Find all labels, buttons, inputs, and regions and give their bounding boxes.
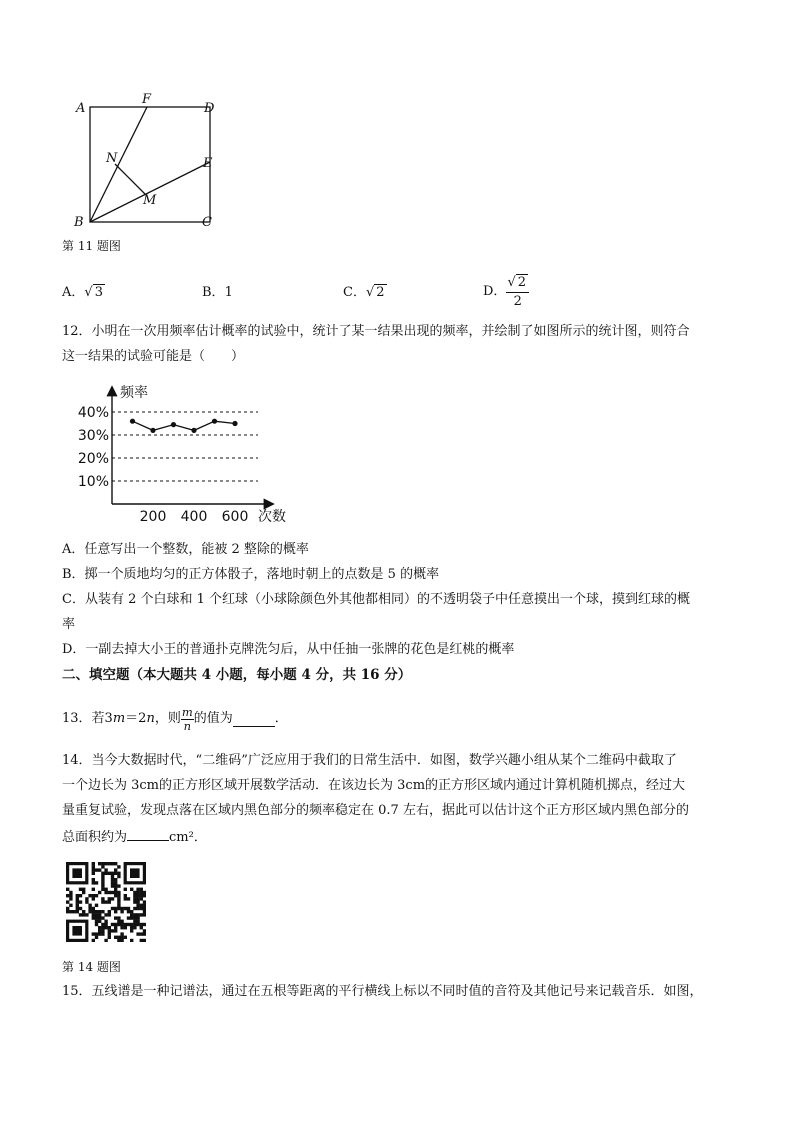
qr-module	[92, 916, 95, 919]
qr-module	[104, 939, 107, 942]
qr-module	[66, 894, 69, 897]
qr-module	[85, 913, 88, 916]
qr-module	[111, 897, 114, 900]
qr-module	[98, 891, 101, 894]
figure-14-caption: 第 14 题图	[62, 960, 121, 974]
qr-module	[143, 910, 146, 913]
data-point	[191, 428, 196, 433]
label-b: B	[74, 215, 84, 230]
qr-module	[117, 904, 120, 907]
qr-module	[136, 923, 139, 926]
q12-stem-line1: 12．小明在一次用频率估计概率的试验中，统计了某一结果出现的频率，并绘制了如图所示的统计图，则符合	[62, 324, 690, 339]
label-n: N	[106, 151, 118, 166]
qr-module	[98, 920, 101, 923]
qr-module	[66, 888, 69, 891]
qr-module	[101, 881, 104, 884]
q14-line2: 一个边长为 3cm的正方形区域开展数学活动．在该边长为 3cm的正方形区域内通过计算机随机掷点，经过大	[62, 778, 686, 793]
qr-module	[114, 926, 117, 929]
qr-module	[140, 888, 143, 891]
qr-module	[98, 910, 101, 913]
qr-module	[133, 916, 136, 919]
qr-module	[101, 932, 104, 935]
figure-11-square-diagram	[70, 92, 230, 232]
label-c: C	[202, 215, 212, 230]
qr-module	[143, 929, 146, 932]
segment-be	[90, 162, 210, 222]
label-d: D	[204, 101, 215, 116]
qr-module	[76, 894, 79, 897]
q14-line3: 量重复试验，发现点落在区域内黑色部分的频率稳定在 0.7 左右，据此可以估计这个正方形区域内黑色部分的	[62, 803, 689, 818]
qr-module	[92, 897, 95, 900]
q12-option-c-line1: C．从装有 2 个白球和 1 个红球（小球除颜色外其他都相同）的不透明袋子中任意摸出一个球，摸到红球的概	[62, 592, 691, 607]
qr-module	[82, 910, 85, 913]
qr-module	[66, 907, 69, 910]
qr-module	[120, 939, 123, 942]
y-tick-label: 40%	[77, 405, 109, 421]
q11-option-d: D． $\frac{√ 2}{2}$	[483, 270, 529, 314]
qr-module	[98, 926, 101, 929]
qr-module	[140, 923, 143, 926]
qr-module	[82, 891, 85, 894]
qr-module	[108, 891, 111, 894]
qr-module	[136, 913, 139, 916]
data-point	[212, 419, 217, 424]
data-point	[232, 421, 237, 426]
qr-module	[124, 926, 127, 929]
qr-module	[117, 907, 120, 910]
qr-module	[95, 936, 98, 939]
qr-module	[114, 868, 117, 871]
qr-module	[114, 894, 117, 897]
qr-module	[133, 926, 136, 929]
qr-module	[136, 907, 139, 910]
qr-module	[101, 897, 104, 900]
qr-module	[79, 907, 82, 910]
q12-option-a: A．任意写出一个整数，能被 2 整除的概率	[62, 542, 309, 557]
qr-module	[95, 894, 98, 897]
qr-module	[82, 888, 85, 891]
qr-module	[95, 868, 98, 871]
qr-module	[108, 862, 111, 865]
qr-module	[108, 932, 111, 935]
qr-module	[101, 862, 104, 865]
qr-module	[143, 939, 146, 942]
qr-module	[133, 891, 136, 894]
qr-module	[120, 936, 123, 939]
qr-module	[101, 878, 104, 881]
qr-module	[114, 862, 117, 865]
qr-module	[143, 932, 146, 935]
qr-module	[98, 862, 101, 865]
label-a: A	[76, 101, 86, 116]
y-tick-label: 20%	[77, 451, 109, 467]
segment-bf	[90, 107, 147, 222]
qr-module	[108, 872, 111, 875]
qr-module	[69, 904, 72, 907]
qr-module	[130, 913, 133, 916]
qr-module	[114, 929, 117, 932]
label-f: F	[142, 92, 152, 107]
qr-module	[101, 900, 104, 903]
qr-module	[92, 865, 95, 868]
qr-module	[76, 907, 79, 910]
qr-module	[117, 891, 120, 894]
qr-module	[88, 907, 91, 910]
qr-module	[98, 916, 101, 919]
qr-module	[133, 923, 136, 926]
qr-module	[124, 894, 127, 897]
qr-module	[88, 904, 91, 907]
qr-module	[120, 923, 123, 926]
qr-module	[117, 897, 120, 900]
qr-module	[88, 910, 91, 913]
data-point	[150, 428, 155, 433]
qr-module	[120, 926, 123, 929]
qr-module	[111, 907, 114, 910]
qr-module	[117, 884, 120, 887]
qr-module	[95, 932, 98, 935]
frequency-line-chart	[66, 380, 306, 526]
qr-module	[111, 923, 114, 926]
qr-module	[101, 910, 104, 913]
qr-module	[136, 920, 139, 923]
qr-module	[117, 936, 120, 939]
q13-answer-blank[interactable]	[233, 712, 275, 727]
qr-module	[133, 894, 136, 897]
qr-module	[140, 932, 143, 935]
qr-module	[143, 891, 146, 894]
q12-stem-line2: 这一结果的试验可能是（ ）	[62, 349, 245, 364]
qr-module	[101, 929, 104, 932]
qr-module	[130, 926, 133, 929]
qr-module	[120, 907, 123, 910]
qr-module	[117, 916, 120, 919]
qr-module	[140, 926, 143, 929]
section-2-heading: 二、填空题（本大题共 4 小题，每小题 4 分，共 16 分）	[62, 667, 412, 683]
qr-module	[108, 900, 111, 903]
qr-module	[130, 916, 133, 919]
qr-module	[98, 913, 101, 916]
qr-module	[76, 900, 79, 903]
qr-module	[104, 862, 107, 865]
qr-module	[124, 907, 127, 910]
qr-module	[92, 939, 95, 942]
qr-module	[133, 913, 136, 916]
qr-module	[117, 865, 120, 868]
qr-module	[92, 872, 95, 875]
qr-module	[72, 910, 75, 913]
qr-module	[108, 913, 111, 916]
qr-module	[85, 897, 88, 900]
qr-module	[79, 888, 82, 891]
qr-module	[133, 920, 136, 923]
qr-module	[143, 913, 146, 916]
qr-module	[117, 872, 120, 875]
q12-option-b: B．掷一个质地均匀的正方体骰子，落地时朝上的点数是 5 的概率	[62, 567, 440, 582]
qr-module	[76, 897, 79, 900]
qr-module	[95, 916, 98, 919]
label-m: M	[143, 193, 157, 208]
qr-module	[69, 897, 72, 900]
qr-module	[101, 875, 104, 878]
qr-module	[120, 920, 123, 923]
qr-module	[117, 900, 120, 903]
qr-module	[108, 910, 111, 913]
x-tick-label: 200	[139, 509, 167, 525]
qr-module	[104, 920, 107, 923]
qr-module	[98, 932, 101, 935]
qr-module	[114, 878, 117, 881]
qr-module	[124, 936, 127, 939]
qr-module	[136, 932, 139, 935]
qr-module	[92, 913, 95, 916]
qr-module	[143, 907, 146, 910]
qr-module	[130, 923, 133, 926]
q11-option-b: B．1	[202, 285, 233, 300]
qr-module	[95, 910, 98, 913]
q12-option-d: D．一副去掉大小王的普通扑克牌洗匀后，从中任抽一张牌的花色是红桃的概率	[62, 642, 515, 657]
qr-module	[92, 907, 95, 910]
qr-module	[120, 910, 123, 913]
qr-module	[136, 891, 139, 894]
qr-module	[127, 916, 130, 919]
qr-module	[69, 894, 72, 897]
qr-module	[95, 881, 98, 884]
qr-module	[140, 891, 143, 894]
qr-module	[136, 888, 139, 891]
figure-11-caption: 第 11 题图	[62, 239, 121, 253]
qr-module	[143, 904, 146, 907]
qr-module	[127, 910, 130, 913]
qr-module	[104, 872, 107, 875]
qr-module	[104, 868, 107, 871]
qr-module	[101, 865, 104, 868]
qr-module	[111, 878, 114, 881]
qr-module	[136, 900, 139, 903]
qr-module	[69, 910, 72, 913]
qr-module	[76, 904, 79, 907]
qr-module	[140, 904, 143, 907]
qr-module	[66, 900, 69, 903]
qr-module	[133, 897, 136, 900]
qr-module	[92, 888, 95, 891]
qr-module	[92, 932, 95, 935]
qr-module	[114, 910, 117, 913]
y-tick-label: 10%	[77, 474, 109, 490]
qr-module	[79, 900, 82, 903]
x-tick-label: 400	[180, 509, 208, 525]
qr-module	[111, 884, 114, 887]
qr-module	[130, 939, 133, 942]
qr-module	[101, 888, 104, 891]
qr-module	[136, 894, 139, 897]
qr-module	[76, 910, 79, 913]
qr-module	[136, 904, 139, 907]
qr-module	[104, 900, 107, 903]
qr-module	[98, 868, 101, 871]
qr-module	[127, 923, 130, 926]
qr-module	[111, 929, 114, 932]
qr-module	[114, 891, 117, 894]
qr-module	[140, 897, 143, 900]
x-axis-title: 次数	[258, 509, 286, 525]
qr-module	[108, 936, 111, 939]
qr-module	[133, 900, 136, 903]
qr-module	[140, 939, 143, 942]
qr-module	[124, 897, 127, 900]
qr-module	[79, 894, 82, 897]
qr-module	[114, 923, 117, 926]
q15-line1: 15．五线谱是一种记谱法，通过在五根等距离的平行横线上标以不同时值的音符及其他记号来记载音乐．如图，	[62, 984, 703, 999]
q11-option-a: A．√ 3	[62, 285, 103, 300]
qr-module	[111, 875, 114, 878]
qr-module	[117, 894, 120, 897]
qr-module	[66, 910, 69, 913]
qr-module	[136, 897, 139, 900]
qr-module	[127, 897, 130, 900]
qr-module	[95, 920, 98, 923]
qr-module	[140, 894, 143, 897]
qr-module	[120, 932, 123, 935]
qr-module	[140, 907, 143, 910]
segment-nm	[115, 164, 145, 194]
qr-module	[124, 923, 127, 926]
qr-module	[101, 916, 104, 919]
x-tick-label: 600	[221, 509, 249, 525]
y-tick-label: 30%	[77, 428, 109, 444]
qr-module	[117, 875, 120, 878]
label-e: E	[203, 156, 213, 171]
qr-module	[114, 936, 117, 939]
qr-module	[98, 929, 101, 932]
qr-module	[114, 881, 117, 884]
qr-module	[114, 888, 117, 891]
q14-line1: 14．当今大数据时代，“二维码”广泛应用于我们的日常生活中．如图，数学兴趣小组从某个二维码中截取了	[62, 753, 677, 768]
qr-module	[101, 872, 104, 875]
qr-module	[114, 884, 117, 887]
q12-option-c-line2: 率	[62, 617, 76, 632]
qr-module	[114, 872, 117, 875]
qr-module	[101, 926, 104, 929]
qr-module	[111, 872, 114, 875]
qr-module	[108, 897, 111, 900]
qr-module	[111, 891, 114, 894]
qr-code-image	[66, 862, 146, 942]
qr-module	[127, 907, 130, 910]
qr-module	[104, 891, 107, 894]
qr-module	[95, 913, 98, 916]
data-point	[171, 422, 176, 427]
qr-module	[143, 923, 146, 926]
data-point	[130, 419, 135, 424]
qr-module	[101, 923, 104, 926]
qr-module	[143, 894, 146, 897]
qr-module	[92, 862, 95, 865]
qr-module	[85, 900, 88, 903]
qr-module	[111, 862, 114, 865]
qr-module	[104, 888, 107, 891]
qr-module	[124, 888, 127, 891]
qr-module	[143, 900, 146, 903]
qr-module	[79, 913, 82, 916]
qr-module	[130, 929, 133, 932]
qr-module	[111, 881, 114, 884]
qr-module	[130, 910, 133, 913]
qr-module	[92, 878, 95, 881]
qr-module	[136, 916, 139, 919]
qr-module	[92, 910, 95, 913]
qr-module	[114, 907, 117, 910]
qr-module	[133, 907, 136, 910]
qr-module	[82, 913, 85, 916]
qr-module	[104, 926, 107, 929]
qr-module	[92, 881, 95, 884]
qr-module	[117, 939, 120, 942]
qr-module	[117, 923, 120, 926]
qr-module	[104, 913, 107, 916]
qr-module	[92, 868, 95, 871]
qr-module	[130, 888, 133, 891]
qr-module	[108, 929, 111, 932]
q14-answer-blank[interactable]	[127, 826, 169, 841]
q13-stem: 13．若 3 m ＝2 n ，则 $\frac{m}{n}$ 的值为 ．	[62, 704, 288, 733]
qr-module	[69, 891, 72, 894]
q14-line4: 总面积约为 cm²．	[62, 826, 207, 848]
qr-module	[108, 926, 111, 929]
qr-module	[140, 913, 143, 916]
qr-module	[95, 904, 98, 907]
qr-module	[95, 923, 98, 926]
qr-module	[92, 894, 95, 897]
qr-module	[88, 894, 91, 897]
qr-module	[114, 916, 117, 919]
qr-module	[101, 884, 104, 887]
series-line	[133, 421, 236, 430]
q11-option-c: C．√ 2	[343, 285, 385, 300]
y-axis-title: 频率	[120, 385, 148, 401]
qr-module	[104, 923, 107, 926]
qr-module	[117, 920, 120, 923]
